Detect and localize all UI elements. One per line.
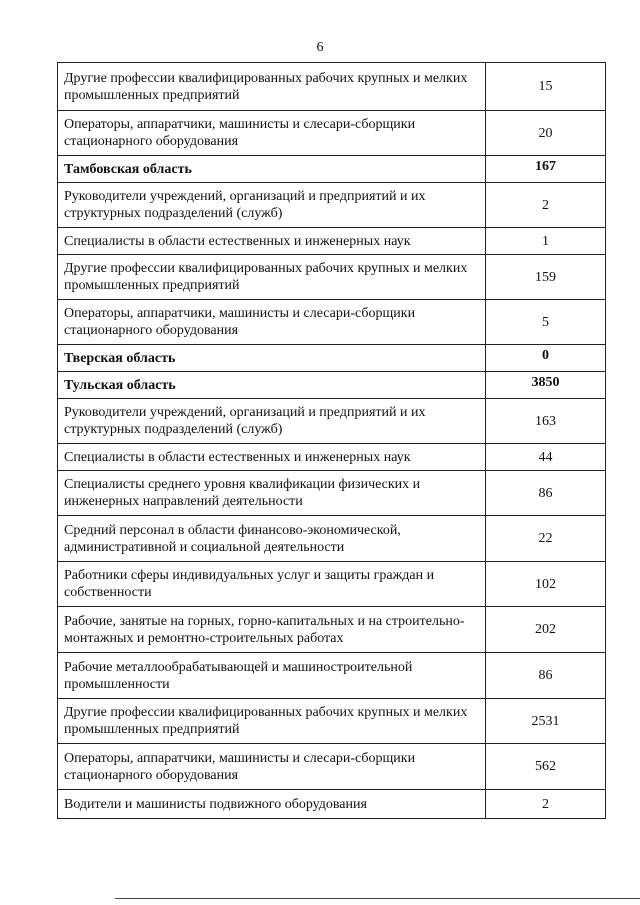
profession-count: 202 <box>486 607 606 653</box>
profession-name: Операторы, аппаратчики, машинисты и слесари-сборщики стационарного оборудования <box>58 744 486 790</box>
profession-name: Специалисты в области естественных и инженерных наук <box>58 444 486 471</box>
table-row <box>58 399 606 444</box>
profession-name: Работники сферы индивидуальных услуг и защиты граждан и собственности <box>58 562 486 607</box>
profession-count: 86 <box>486 471 606 516</box>
table-row <box>58 63 606 111</box>
profession-name: Средний персонал в области финансово-экономической, административной и социальной деятельности <box>58 516 486 562</box>
table-row <box>58 111 606 156</box>
region-total: 167 <box>486 156 606 183</box>
profession-count: 159 <box>486 255 606 300</box>
table-row <box>58 300 606 345</box>
profession-count: 102 <box>486 562 606 607</box>
profession-count: 2 <box>486 183 606 228</box>
table-row <box>58 562 606 607</box>
table-row <box>58 471 606 516</box>
profession-name: Водители и машинисты подвижного оборудования <box>58 790 486 819</box>
profession-count: 22 <box>486 516 606 562</box>
region-row <box>58 372 606 399</box>
profession-name: Другие профессии квалифицированных рабочих крупных и мелких промышленных предприятий <box>58 699 486 744</box>
region-row <box>58 345 606 372</box>
table-row <box>58 699 606 744</box>
table-row <box>58 255 606 300</box>
region-name: Тверская область <box>58 345 486 372</box>
profession-name: Руководители учреждений, организаций и предприятий и их структурных подразделений (служб) <box>58 399 486 444</box>
profession-count: 15 <box>486 63 606 111</box>
table-row <box>58 228 606 255</box>
profession-name: Другие профессии квалифицированных рабочих крупных и мелких промышленных предприятий <box>58 255 486 300</box>
profession-count: 2531 <box>486 699 606 744</box>
table-body <box>58 63 606 819</box>
profession-count: 562 <box>486 744 606 790</box>
table-row <box>58 653 606 699</box>
table-row <box>58 790 606 819</box>
page-number: 6 <box>316 40 324 55</box>
profession-name: Рабочие, занятые на горных, горно-капитальных и на строительно-монтажных и ремонтно-строительных работах <box>58 607 486 653</box>
profession-name: Специалисты среднего уровня квалификации физических и инженерных направлений деятельности <box>58 471 486 516</box>
profession-name: Руководители учреждений, организаций и предприятий и их структурных подразделений (служб) <box>58 183 486 228</box>
profession-count: 86 <box>486 653 606 699</box>
profession-count: 20 <box>486 111 606 156</box>
profession-name: Другие профессии квалифицированных рабочих крупных и мелких промышленных предприятий <box>58 63 486 111</box>
region-total: 0 <box>486 345 606 372</box>
table-row <box>58 183 606 228</box>
profession-count: 1 <box>486 228 606 255</box>
professions-table <box>57 62 606 819</box>
region-name: Тамбовская область <box>58 156 486 183</box>
table-row <box>58 444 606 471</box>
profession-name: Операторы, аппаратчики, машинисты и слесари-сборщики стационарного оборудования <box>58 111 486 156</box>
page-edge-line <box>115 898 640 899</box>
region-name: Тульская область <box>58 372 486 399</box>
region-row <box>58 156 606 183</box>
profession-count: 5 <box>486 300 606 345</box>
table-row <box>58 744 606 790</box>
profession-name: Операторы, аппаратчики, машинисты и слесари-сборщики стационарного оборудования <box>58 300 486 345</box>
table-row <box>58 607 606 653</box>
table-row <box>58 516 606 562</box>
profession-count: 163 <box>486 399 606 444</box>
profession-name: Специалисты в области естественных и инженерных наук <box>58 228 486 255</box>
profession-name: Рабочие металлообрабатывающей и машиностроительной промышленности <box>58 653 486 699</box>
region-total: 3850 <box>486 372 606 399</box>
profession-count: 44 <box>486 444 606 471</box>
profession-count: 2 <box>486 790 606 819</box>
